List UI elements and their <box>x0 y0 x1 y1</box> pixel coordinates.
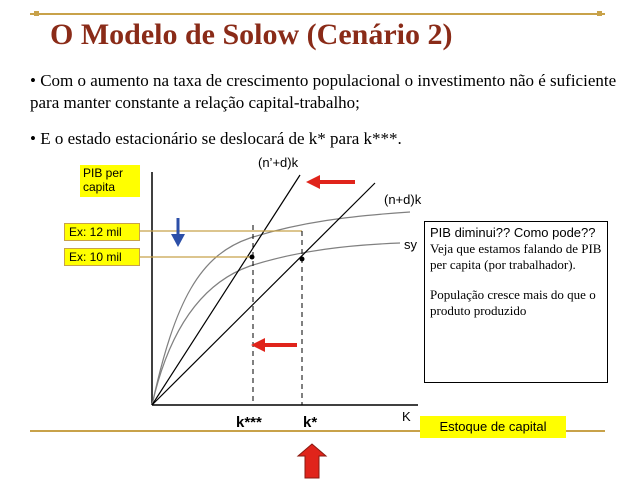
note-line-1: Veja que estamos falando de PIB per capita (por trabalhador). <box>430 241 602 272</box>
level-high-label: Ex: 12 mil <box>69 225 122 239</box>
blue-arrow-down <box>171 218 185 247</box>
bullet-1: • Com o aumento na taxa de crescimento populacional o investimento não é suficiente para manter constante a relação capital-trabalho; <box>30 71 617 112</box>
capital-stock-label: Estoque de capital <box>420 416 566 438</box>
red-arrow-lower <box>251 338 297 352</box>
level-high-box <box>64 223 140 241</box>
x-axis-label: K <box>402 409 411 424</box>
note-question: PIB diminui?? Como pode?? <box>430 225 596 240</box>
new-depreciation-label: (n’+d)k <box>258 155 299 170</box>
production-curve <box>152 212 410 405</box>
explanation-note <box>424 221 608 383</box>
new-steady-state-point <box>250 255 255 260</box>
red-arrow-upper <box>306 175 355 189</box>
y-axis-label-box <box>80 165 140 197</box>
savings-label: sy <box>404 237 417 252</box>
new-depreciation-line <box>152 175 300 405</box>
note-line-2: População cresce mais do que o produto produzido <box>430 287 596 318</box>
new-steady-state-label: k*** <box>236 414 262 431</box>
level-low-label: Ex: 10 mil <box>69 250 122 264</box>
old-steady-state-label: k* <box>303 414 318 431</box>
red-up-arrow <box>298 444 326 478</box>
savings-curve <box>152 243 400 405</box>
bullet-2: • E o estado estacionário se deslocará de k* para k***. <box>30 129 402 148</box>
level-low-box <box>64 248 140 266</box>
y-axis-label: PIB per capita <box>83 166 124 194</box>
old-depreciation-line <box>152 183 375 405</box>
page-title: O Modelo de Solow (Cenário 2) <box>50 18 453 51</box>
old-depreciation-label: (n+d)k <box>384 192 422 207</box>
